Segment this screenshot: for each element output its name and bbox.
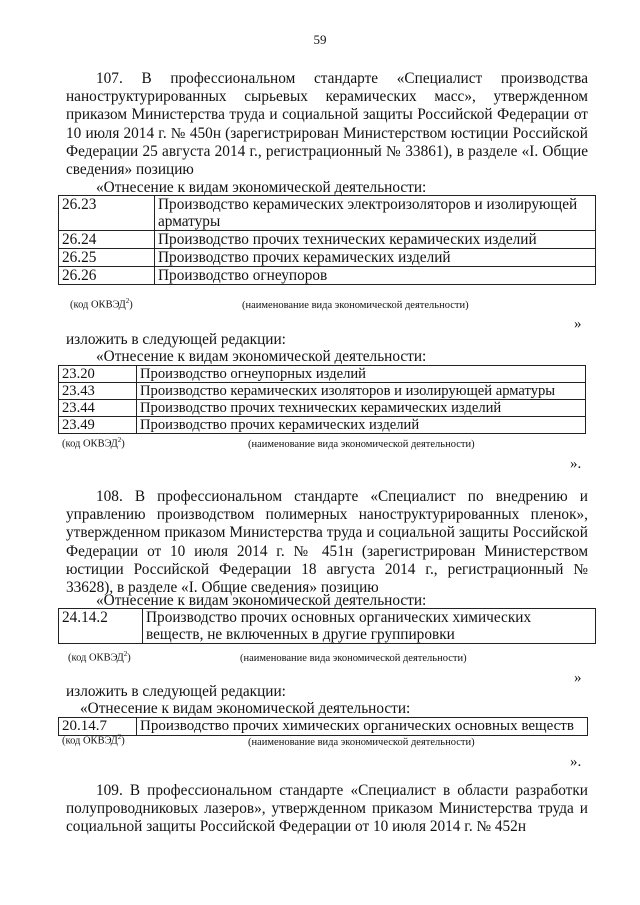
section-107-new-table (58, 365, 586, 434)
okved-activity-name: Производство прочих керамических изделий (137, 417, 586, 434)
okved-code: 20.14.7 (59, 718, 137, 736)
okved-code: 26.25 (59, 249, 155, 267)
okved-code: 23.49 (59, 417, 137, 434)
okved-activity-name: Производство прочих керамических изделий (155, 249, 596, 267)
okved-code: 23.20 (59, 366, 137, 383)
section-109-intro: 109. В профессиональном стандарте «Специалист в области разработки полупроводниковых лазеров», утвержденном приказом Министерства труда и социальной защиты Российской Федерации от 10 июля 2014 г. № 452н (66, 782, 588, 836)
section-108-replace-text: изложить в следующей редакции: (66, 683, 286, 700)
section-107-new-caption-code: (код ОКВЭД$^2$) (62, 436, 125, 450)
section-108-close-quote-dot: ». (570, 754, 582, 770)
section-108-caption-name: (наименование вида экономической деятельности) (240, 653, 467, 664)
section-107-replace-text: изложить в следующей редакции: (66, 331, 286, 348)
okved-row (59, 718, 588, 736)
okved-row (59, 417, 586, 434)
okved-code: 24.14.2 (59, 609, 143, 644)
okved-activity-name: Производство прочих технических керамических изделий (137, 400, 586, 417)
okved-code: 26.26 (59, 267, 155, 285)
section-108-old-table (58, 608, 596, 644)
section-108-new-caption-name: (наименование вида экономической деятельности) (248, 737, 475, 748)
section-108-table-title-old: «Отнесение к видам экономической деятельности: (96, 592, 427, 609)
okved-row (59, 196, 596, 231)
page-number: 59 (313, 32, 327, 47)
section-108-intro: 108. В профессиональном стандарте «Специалист по внедрению и управлению производством полимерных наноструктурированных пленок», утвержденном приказом Министерства труда и социальной защиты Российской Федерации от 10 июля 2014 г. № 451н (зарегистрирован Министерством юстиции Российской Федерации 18 августа 2014 г., регистрационный № 33628), в разделе «I. Общие сведения» позицию (66, 488, 588, 597)
section-108-table-title-new: «Отнесение к видам экономической деятельности: (80, 700, 411, 717)
okved-code: 23.43 (59, 383, 137, 400)
section-107-table-title-old: «Отнесение к видам экономической деятельности: (96, 179, 427, 196)
okved-row (59, 231, 596, 249)
section-107-new-caption-name: (наименование вида экономической деятельности) (248, 439, 475, 450)
okved-code: 26.24 (59, 231, 155, 249)
section-107-close-quote-dot: ». (570, 456, 582, 472)
okved-code: 26.23 (59, 196, 155, 231)
okved-activity-name: Производство прочих основных органических химических веществ, не включенных в другие группировки (143, 609, 596, 644)
section-107-caption-code: (код ОКВЭД$^2$) (70, 297, 133, 311)
okved-row (59, 267, 596, 285)
okved-activity-name: Производство прочих технических керамических изделий (155, 231, 596, 249)
okved-activity-name: Производство огнеупоров (155, 267, 596, 285)
section-108-new-caption-code: (код ОКВЭД$^2$) (62, 733, 125, 747)
section-107-old-table (58, 195, 596, 285)
section-107-table-title-new: «Отнесение к видам экономической деятельности: (96, 348, 427, 365)
section-107-intro: 107. В профессиональном стандарте «Специалист производства наноструктурированных сырьевых керамических масс», утвержденном приказом Министерства труда и социальной защиты Российской Федерации от 10 июля 2014 г. № 450н (зарегистрирован Министерством юстиции Российской Федерации 25 августа 2014 г., регистрационный № 33861), в разделе «I. Общие сведения» позицию (66, 70, 588, 179)
okved-activity-name: Производство керамических изоляторов и изолирующей арматуры (137, 383, 586, 400)
section-107-close-quote: » (574, 316, 582, 332)
okved-row (59, 366, 586, 383)
section-108-new-table (58, 717, 588, 736)
okved-row (59, 400, 586, 417)
okved-row (59, 609, 596, 644)
okved-activity-name: Производство керамических электроизоляторов и изолирующей арматуры (155, 196, 596, 231)
okved-code: 23.44 (59, 400, 137, 417)
section-108-caption-code: (код ОКВЭД$^2$) (68, 650, 131, 664)
section-107-caption-name: (наименование вида экономической деятельности) (242, 300, 469, 311)
okved-activity-name: Производство прочих химических органических основных веществ (137, 718, 588, 736)
section-108-close-quote: » (574, 670, 582, 686)
okved-row (59, 383, 586, 400)
okved-row (59, 249, 596, 267)
okved-activity-name: Производство огнеупорных изделий (137, 366, 586, 383)
